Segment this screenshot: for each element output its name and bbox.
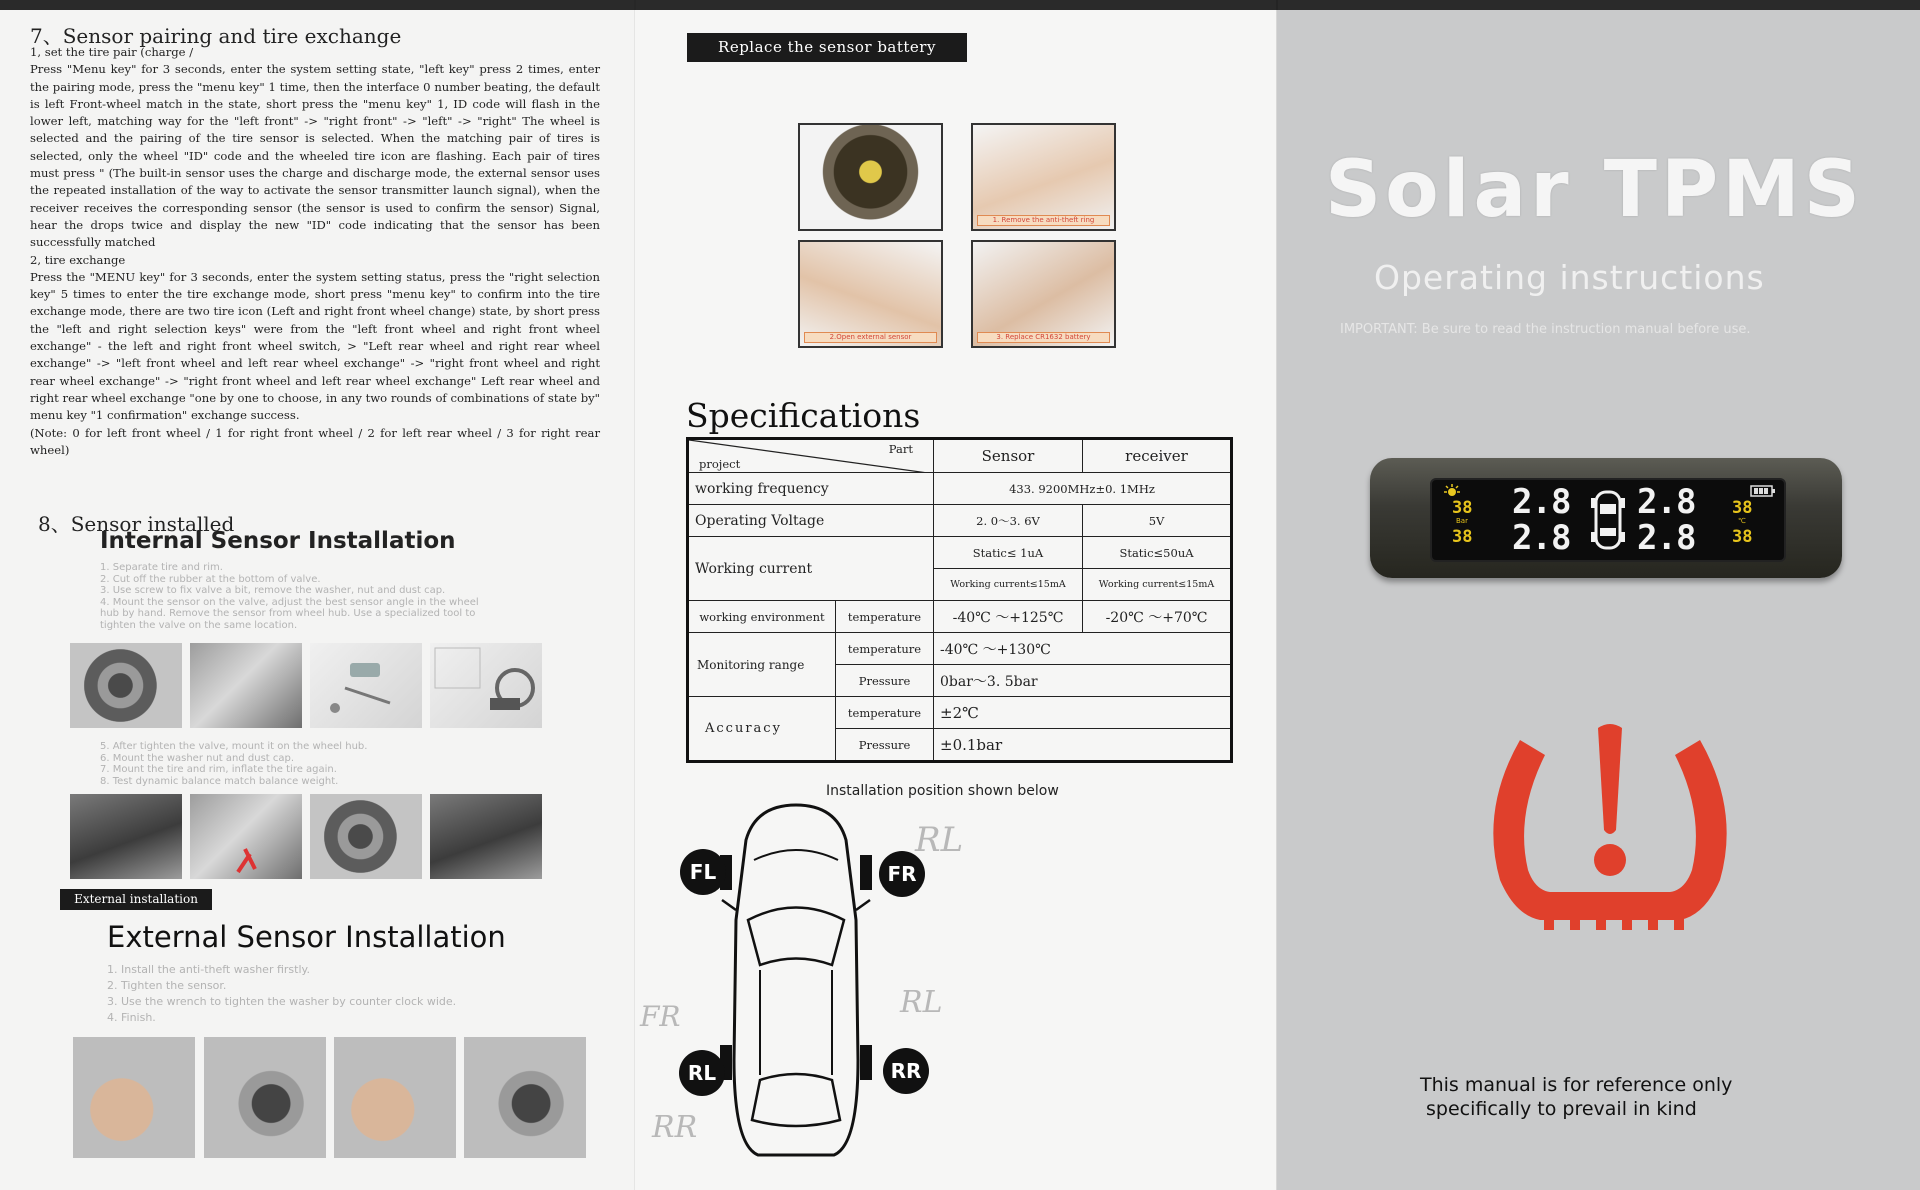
car-icon [1590, 488, 1626, 552]
rl-position-badge: RL [679, 1050, 725, 1096]
pressure-top-right: 2.8 [1637, 482, 1696, 522]
col-receiver: receiver [1083, 439, 1232, 473]
specifications-title: Specifications [686, 396, 921, 435]
accuracy-label: Accuracy [688, 697, 836, 762]
static-current-receiver: Static≤50uA [1083, 537, 1232, 569]
reference-line: specifically to prevail in kind [1426, 1098, 1697, 1120]
red-tool-sketch [190, 794, 302, 879]
photo-tighten-sensor [204, 1037, 326, 1158]
env-temp-sensor: -40℃ ～+125℃ [934, 601, 1083, 633]
photo-valve-tighten [70, 794, 182, 879]
paragraph: Press the "MENU key" for 3 seconds, enter the system setting status, press the "right selection key" 5 times to enter the tire exchange mode, short press "menu key" to confirm into the tire exchange mode, there are two tire icon (Left and right front wheel change) state, by short press the "left and right selection keys" were from the "left front wheel and right front wheel exchange" - the left and right front wheel switch, > "Left rear wheel and right rear wheel exchange" -> "left front wheel and left rear wheel exchange" -> "right front wheel and right rear wheel exchange" -> "right front wheel and left rear wheel exchange" Left rear wheel and right rear wheel exchange "one by one to choose, in any two rounds of combinations of state by" menu key "1 confirmation" exchange success. [30, 269, 600, 423]
handwritten-note: RL [915, 820, 964, 860]
temp-bottom-right: 38 [1732, 527, 1753, 547]
photo-balance [430, 794, 542, 879]
car-top-view-diagram [716, 800, 876, 1165]
photo-washer-nut [190, 794, 302, 879]
photo-mount-tire [310, 794, 422, 879]
temp-top-right: 38 [1732, 498, 1753, 518]
handwritten-note: FR [640, 1000, 681, 1033]
monitoring-pressure: 0bar～3. 5bar [934, 665, 1232, 697]
step: 4. Mount the sensor on the valve, adjust the best sensor angle in the wheel [100, 596, 479, 608]
temperature-label: temperature [836, 601, 934, 633]
temp-top-left: 38 [1452, 498, 1473, 518]
working-current-sensor: Working current≤15mA [934, 569, 1083, 601]
fl-position-badge: FL [680, 849, 726, 895]
valve-sketch [310, 643, 422, 728]
operating-instructions-subtitle: Operating instructions [1374, 258, 1765, 297]
photo-sensor-mount [430, 643, 542, 728]
photo-valve-parts [310, 643, 422, 728]
accuracy-pressure: ±0.1bar [934, 729, 1232, 762]
working-frequency-value: 433. 9200MHz±0. 1MHz [934, 473, 1232, 505]
temperature-label: temperature [836, 633, 934, 665]
tpms-warning-icon [1480, 720, 1740, 950]
step: 2. Tighten the sensor. [107, 979, 227, 992]
photo-open-sensor [798, 240, 943, 348]
operating-voltage-label: Operating Voltage [688, 505, 934, 537]
working-environment-label: working environment [688, 601, 836, 633]
rr-position-badge: RR [883, 1048, 929, 1094]
col-sensor: Sensor [934, 439, 1083, 473]
internal-sensor-title: Internal Sensor Installation [100, 528, 456, 554]
solar-sun-icon [1442, 484, 1462, 498]
battery-level-icon [1750, 485, 1776, 497]
static-current-sensor: Static≤ 1uA [934, 537, 1083, 569]
photo-replace-battery [971, 240, 1116, 348]
header-diagonal-cell [688, 439, 934, 473]
step: hub by hand. Remove the sensor from wheel hub. Use a specialized tool to [100, 608, 476, 619]
pressure-top-left: 2.8 [1512, 482, 1571, 522]
battery-replace-label: Replace the sensor battery [687, 33, 967, 62]
pressure-bottom-right: 2.8 [1637, 518, 1696, 558]
sensor-sketch [430, 643, 542, 728]
step: 8. Test dynamic balance match balance weight. [100, 775, 339, 787]
step: 1. Install the anti-theft washer firstly. [107, 963, 310, 976]
step: 3. Use the wrench to tighten the washer by counter clock wide. [107, 995, 457, 1008]
step: 4. Finish. [107, 1011, 156, 1024]
handwritten-note: RL [900, 985, 943, 1020]
photo-washer [73, 1037, 195, 1158]
caption: 3. Replace CR1632 battery [977, 332, 1110, 343]
unit-celsius: ℃ [1738, 517, 1746, 525]
step: 2. Cut off the rubber at the bottom of valve. [100, 573, 321, 585]
paragraph: (Note: 0 for left front wheel / 1 for right front wheel / 2 for left rear wheel / 3 for right rear wheel) [30, 425, 600, 457]
photo-remove-ring [971, 123, 1116, 231]
operating-voltage-receiver: 5V [1083, 505, 1232, 537]
working-current-receiver: Working current≤15mA [1083, 569, 1232, 601]
caption: 1. Remove the anti-theft ring [977, 215, 1110, 226]
photo-finish [464, 1037, 586, 1158]
external-installation-label: External installation [60, 889, 212, 910]
reference-line: This manual is for reference only [1420, 1074, 1733, 1096]
paragraph: 2, tire exchange [30, 252, 126, 267]
monitoring-range-label: Monitoring range [688, 633, 836, 697]
specifications-table [686, 437, 1233, 763]
temperature-label: temperature [836, 697, 934, 729]
important-notice: IMPORTANT: Be sure to read the instruction manual before use. [1340, 322, 1751, 337]
operating-voltage-sensor: 2. 0～3. 6V [934, 505, 1083, 537]
section-7-body [30, 44, 600, 459]
fr-position-badge: FR [879, 851, 925, 897]
step: tighten the valve on the same location. [100, 619, 298, 631]
paragraph: 1, set the tire pair (charge / [30, 45, 194, 59]
installation-caption: Installation position shown below [826, 783, 1059, 799]
working-current-label: Working current [688, 537, 934, 601]
internal-steps-a [100, 562, 479, 631]
product-title: Solar TPMS [1325, 145, 1864, 235]
top-edge [0, 0, 1920, 10]
step: 5. After tighten the valve, mount it on the wheel hub. [100, 741, 368, 752]
unit-bar: Bar [1456, 517, 1468, 525]
section-8-heading: 8、Sensor installed [38, 512, 235, 536]
working-frequency-label: working frequency [688, 473, 934, 505]
external-steps [107, 962, 456, 1026]
photo-wrench [334, 1037, 456, 1158]
handwritten-note: RR [652, 1110, 698, 1145]
photo-battery-sensor [798, 123, 943, 231]
reference-note [1420, 1073, 1732, 1121]
header-part: Part [888, 442, 913, 456]
tpms-receiver-device [1370, 458, 1842, 578]
env-temp-receiver: -20℃ ～+70℃ [1083, 601, 1232, 633]
step: 6. Mount the washer nut and dust cap. [100, 752, 295, 764]
lcd-screen [1430, 478, 1786, 562]
accuracy-temp: ±2℃ [934, 697, 1232, 729]
step: 3. Use screw to fix valve a bit, remove the washer, nut and dust cap. [100, 585, 446, 596]
monitoring-temp: -40℃ ～+130℃ [934, 633, 1232, 665]
photo-cut-valve [190, 643, 302, 728]
photo-tire-separate [70, 643, 182, 728]
header-project: project [699, 457, 741, 471]
external-sensor-title: External Sensor Installation [107, 920, 506, 954]
pressure-label: Pressure [836, 665, 934, 697]
temp-bottom-left: 38 [1452, 527, 1473, 547]
internal-steps-b [100, 741, 367, 787]
pressure-label: Pressure [836, 729, 934, 762]
pressure-bottom-left: 2.8 [1512, 518, 1571, 558]
paragraph: Press "Menu key" for 3 seconds, enter the system setting state, "left key" press 2 times, enter the pairing mode, press the "menu key" 1 time, then the interface 0 number beating, the default is left Front-wheel match in the state, short press the "menu key" 1, ID code will flash in the lower left, matching way for the "left front" -> "right front" -> "left" -> "right" The wheel is selected and the pairing of the tire sensor is selected. When the matching pair of tires is selected, only the wheel "ID" code and the wheeled tire icon are flashing. Each pair of tires must press " (The built-in sensor uses the charge and discharge mode, the external sensor uses the repeated installation of the way to activate the sensor transmitter launch signal), when the receiver receives the corresponding sensor (the sensor is used to confirm the sensor) Signal, hear the drops twice and display the new "ID" code indicating that the sensor has been successfully matched [30, 62, 600, 250]
section-7-heading: 7、Sensor pairing and tire exchange [30, 24, 402, 48]
step: 1. Separate tire and rim. [100, 562, 223, 573]
step: 7. Mount the tire and rim, inflate the tire again. [100, 764, 337, 775]
caption: 2.Open external sensor [804, 332, 937, 343]
